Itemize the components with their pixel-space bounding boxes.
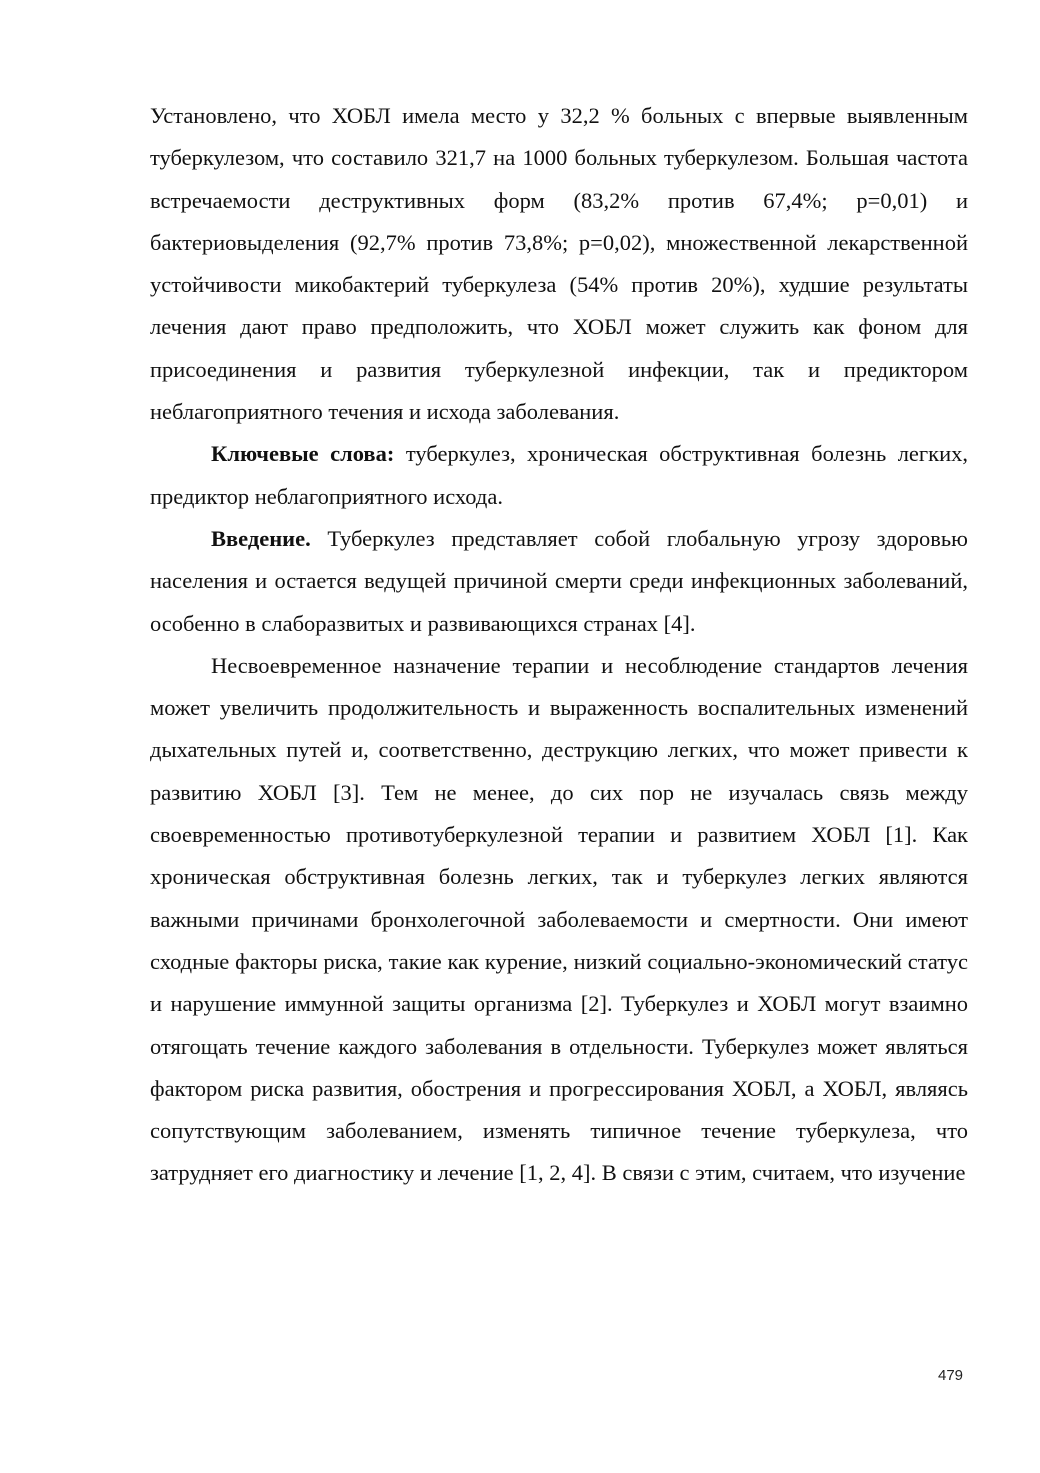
- introduction-heading: Введение.: [211, 525, 311, 551]
- paragraph-introduction: [150, 518, 968, 645]
- page-number: 479: [938, 1367, 964, 1384]
- paragraph-body-text: Несвоевременное назначение терапии и несоблюдение стандартов лечения может увеличить продолжительность и выраженность воспалительных изменений дыхательных путей и, соответственно, деструкцию легких, что может привести к развитию ХОБЛ [3]. Тем не менее, до сих пор не изучалась связь между своевременностью противотуберкулезной терапии и развитием ХОБЛ [1]. Как хроническая обструктивная болезнь легких, так и туберкулез легких являются важными причинами бронхолегочной заболеваемости и смертности. Они имеют сходные факторы риска, такие как курение, низкий социально-экономический статус и нарушение иммунной защиты организма [2]. Туберкулез и ХОБЛ могут взаимно отягощать течение каждого заболевания в отдельности. Туберкулез может являться фактором риска развития, обострения и прогрессирования ХОБЛ, а ХОБЛ, являясь сопутствующим заболеванием, изменять типичное течение туберкулеза, что затрудняет его диагностику и лечение [1, 2, 4]. В связи с этим, считаем, что изучение: [150, 652, 968, 1186]
- document-page: [150, 95, 968, 1195]
- paragraph-results: [150, 95, 968, 433]
- paragraph-keywords: [150, 433, 968, 518]
- paragraph-body: [150, 645, 968, 1195]
- keywords-text: туберкулез, хроническая обструктивная болезнь легких, предиктор неблагоприятного исхода.: [150, 441, 968, 509]
- keywords-label: Ключевые слова:: [211, 441, 395, 467]
- introduction-text: Туберкулез представляет собой глобальную угрозу здоровью населения и остается ведущей причиной смерти среди инфекционных заболеваний, особенно в слаборазвитых и развивающихся странах [4].: [150, 525, 968, 636]
- paragraph-results-text: Установлено, что ХОБЛ имела место у 32,2 % больных с впервые выявленным туберкулезом, что составило 321,7 на 1000 больных туберкулезом. Большая частота встречаемости деструктивных форм (83,2% против 67,4%; р=0,01) и бактериовыделения (92,7% против 73,8%; р=0,02), множественной лекарственной устойчивости микобактерий туберкулеза (54% против 20%), худшие результаты лечения дают право предположить, что ХОБЛ может служить как фоном для присоединения и развития туберкулезной инфекции, так и предиктором неблагоприятного течения и исхода заболевания.: [150, 103, 968, 425]
